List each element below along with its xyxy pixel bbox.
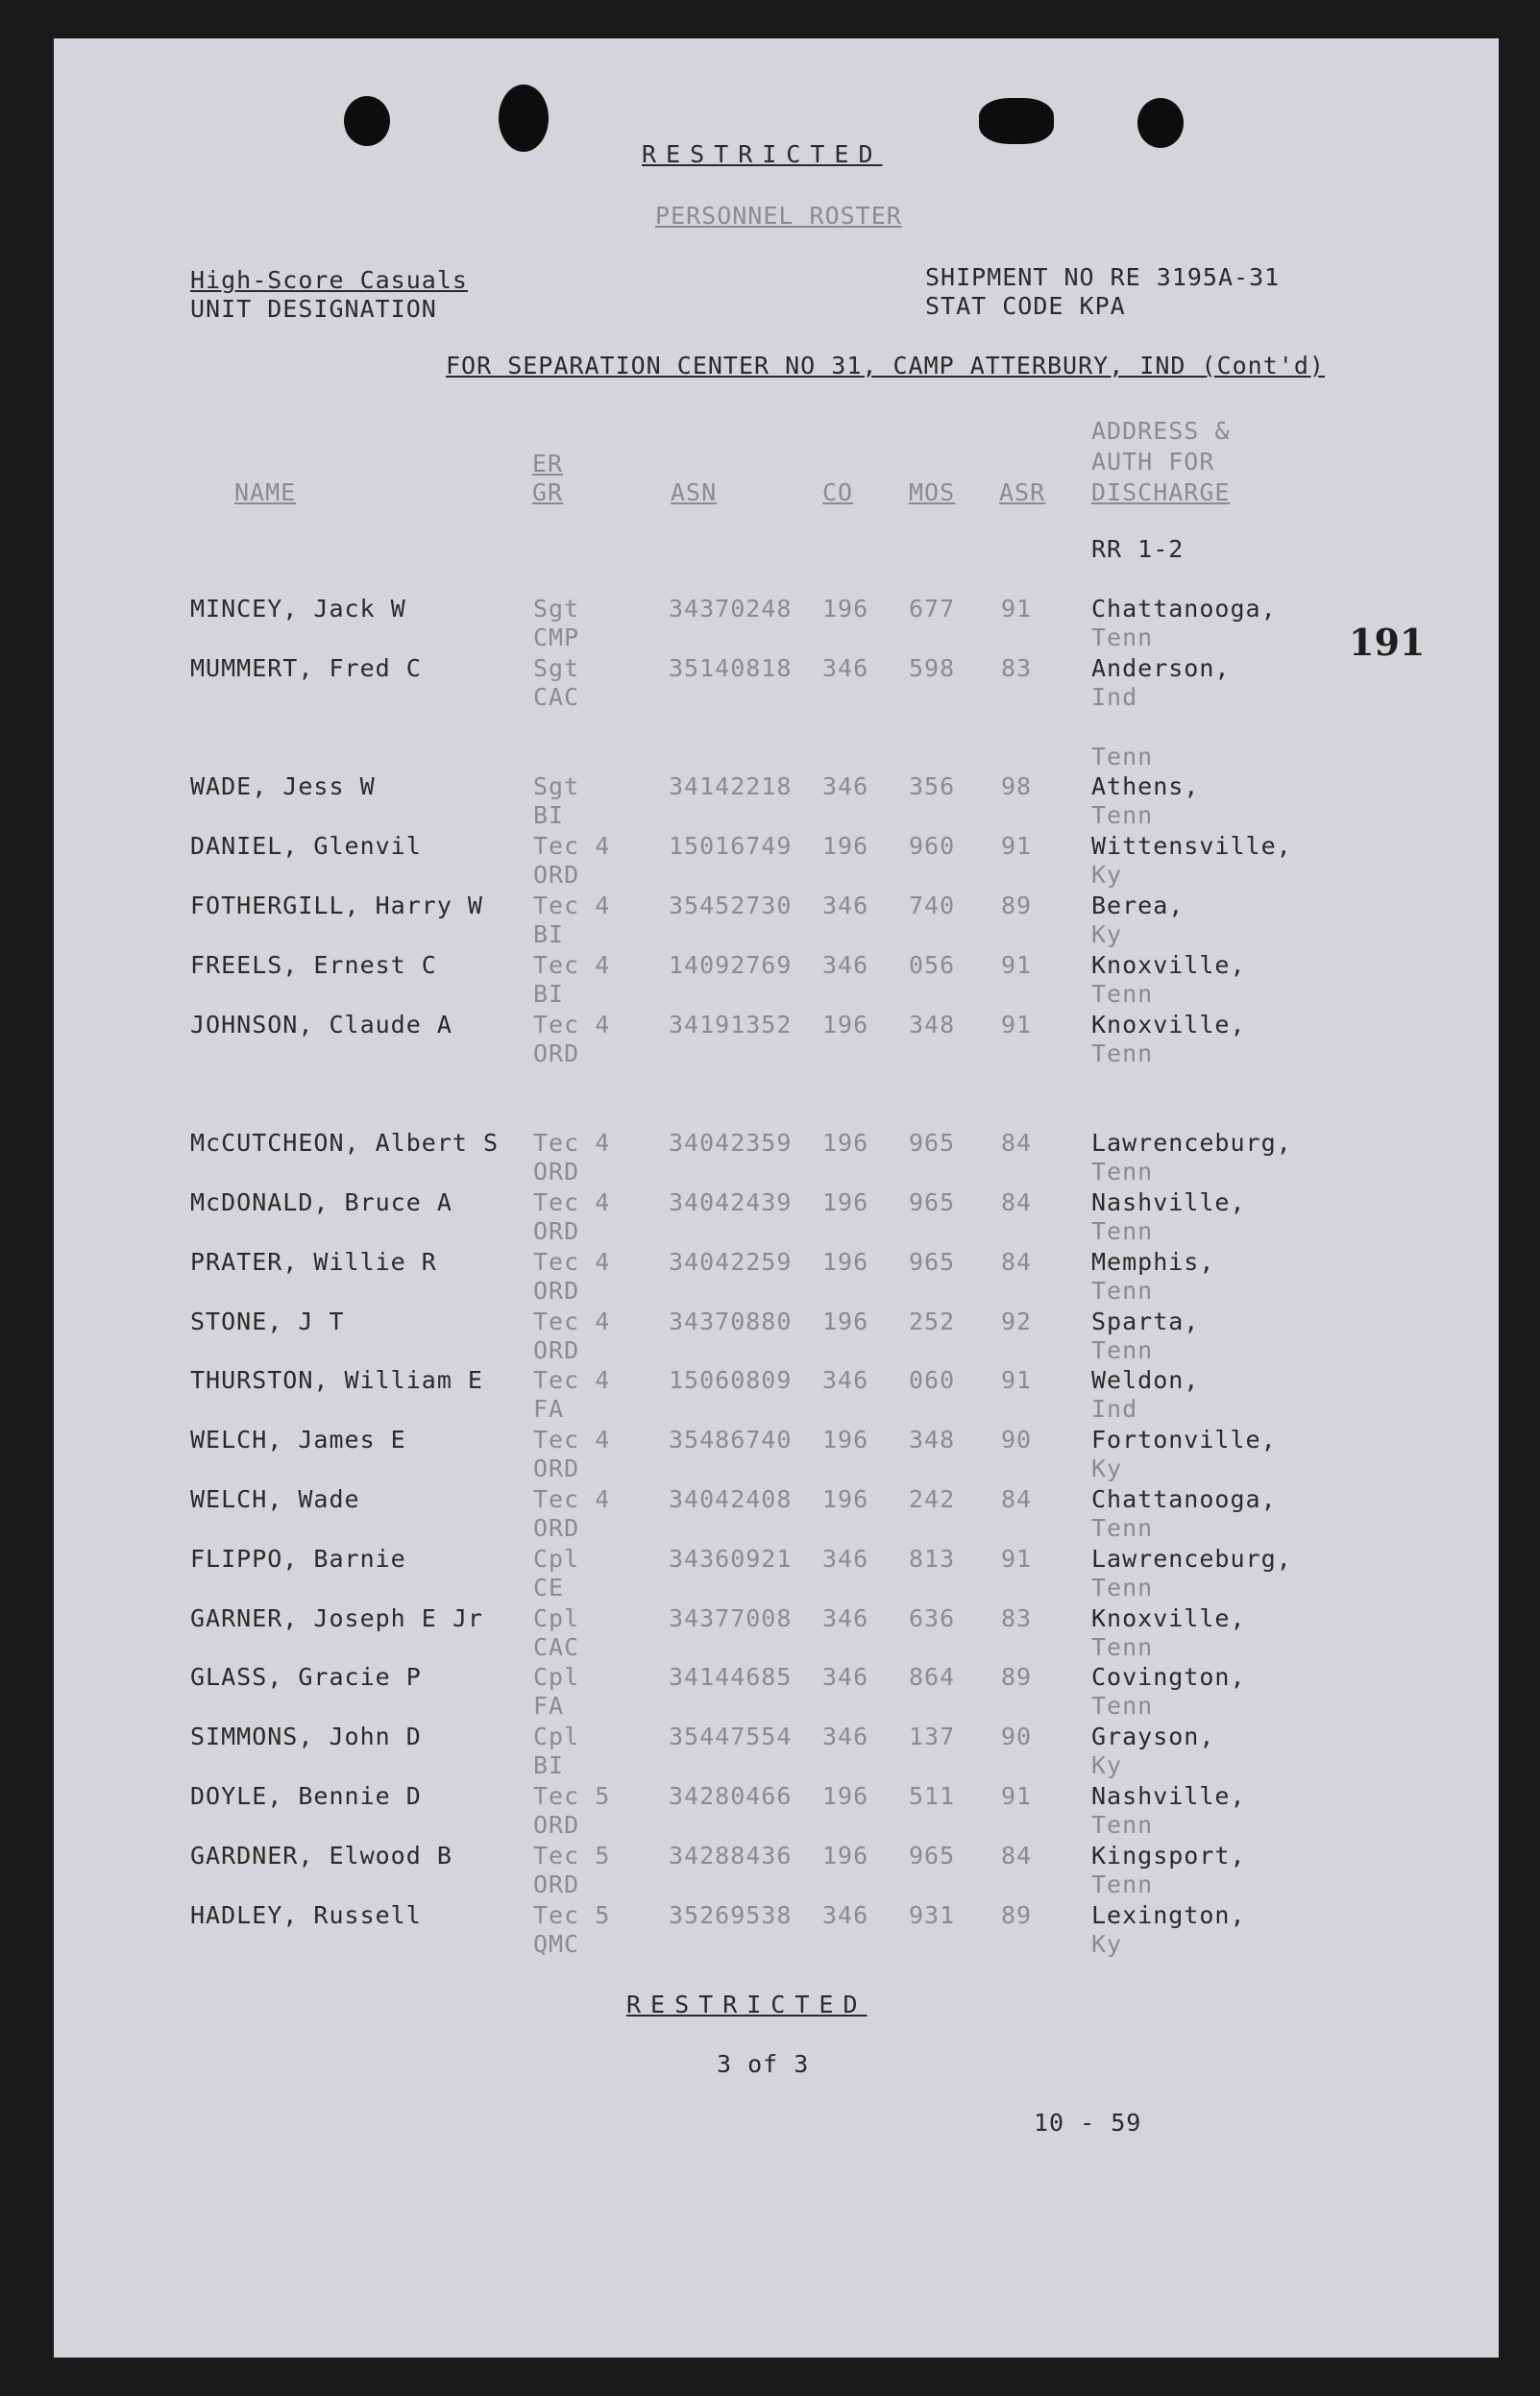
cell-city: Nashville,: [1091, 1188, 1246, 1216]
document-reference: 10 - 59: [1034, 2109, 1142, 2137]
cell-mos: 636: [909, 1604, 956, 1632]
cell-asr: 84: [1001, 1248, 1033, 1276]
cell-asr: 91: [1001, 832, 1033, 860]
cell-co: 346: [822, 1366, 869, 1394]
destination: [446, 352, 1325, 379]
cell-co: 346: [822, 1604, 869, 1632]
cell-name: SIMMONS, John D: [190, 1723, 422, 1750]
cell-city: Fortonville,: [1091, 1426, 1277, 1454]
cell-asr: 89: [1001, 892, 1033, 919]
cell-mos: 965: [909, 1129, 956, 1157]
cell-grade: Sgt: [533, 595, 580, 623]
cell-state: Tenn: [1091, 1574, 1154, 1601]
cell-asr: 89: [1001, 1663, 1033, 1691]
cell-name: FOTHERGILL, Harry W: [190, 892, 483, 919]
cell-state: Ky: [1091, 1930, 1123, 1958]
cell-branch: BI: [533, 920, 565, 948]
destination-text: FOR SEPARATION CENTER NO 31, CAMP ATTERBURY, IND: [446, 352, 1186, 379]
cell-branch: CAC: [533, 683, 580, 711]
cell-co: 196: [822, 595, 869, 623]
cell-grade: Tec 4: [533, 1485, 611, 1513]
cell-asn: 35447554: [669, 1723, 793, 1750]
cell-city: Knoxville,: [1091, 1011, 1246, 1039]
cell-grade: Tec 4: [533, 1188, 611, 1216]
cell-asr: 83: [1001, 654, 1033, 682]
col-header-address-1: ADDRESS &: [1091, 417, 1231, 445]
cell-state: Tenn: [1091, 1277, 1154, 1305]
punch-hole: [499, 85, 549, 152]
cell-name: HADLEY, Russell: [190, 1901, 422, 1929]
cell-co: 196: [822, 1782, 869, 1810]
cell-branch: ORD: [533, 1870, 580, 1898]
cell-grade: Cpl: [533, 1545, 580, 1573]
cell-branch: ORD: [533, 1217, 580, 1245]
cell-name: STONE, J T: [190, 1308, 345, 1335]
cell-state: Ind: [1091, 683, 1138, 711]
unit-label: UNIT DESIGNATION: [190, 295, 437, 323]
cell-asn: 35452730: [669, 892, 793, 919]
cell-state: Ky: [1091, 920, 1123, 948]
cell-state: Tenn: [1091, 743, 1154, 770]
cell-mos: 965: [909, 1188, 956, 1216]
cell-mos: 060: [909, 1366, 956, 1394]
cell-state: Tenn: [1091, 1039, 1154, 1067]
cell-name: MINCEY, Jack W: [190, 595, 406, 623]
cell-name: DOYLE, Bennie D: [190, 1782, 422, 1810]
cell-asn: 34042359: [669, 1129, 793, 1157]
cell-name: GARDNER, Elwood B: [190, 1842, 452, 1870]
cell-name: WADE, Jess W: [190, 772, 376, 800]
cell-asn: 34042439: [669, 1188, 793, 1216]
cell-mos: 242: [909, 1485, 956, 1513]
cell-name: THURSTON, William E: [190, 1366, 483, 1394]
cell-state: Tenn: [1091, 980, 1154, 1008]
cell-asr: 84: [1001, 1842, 1033, 1870]
col-header-address-3: DISCHARGE: [1091, 478, 1231, 506]
cell-asr: 90: [1001, 1426, 1033, 1454]
cell-mos: 348: [909, 1426, 956, 1454]
cell-mos: 740: [909, 892, 956, 919]
cell-city: Lexington,: [1091, 1901, 1246, 1929]
cell-name: WELCH, Wade: [190, 1485, 360, 1513]
cell-co: 346: [822, 951, 869, 979]
cell-co: 346: [822, 772, 869, 800]
cell-co: 196: [822, 1308, 869, 1335]
punch-hole: [344, 96, 390, 146]
cell-co: 196: [822, 1248, 869, 1276]
col-header-grade-2: GR: [532, 478, 564, 506]
cell-asr: 84: [1001, 1485, 1033, 1513]
cell-state: Tenn: [1091, 623, 1154, 651]
cell-co: 196: [822, 1129, 869, 1157]
cell-state: Tenn: [1091, 1158, 1154, 1186]
col-header-address-2: AUTH FOR: [1091, 448, 1215, 476]
cell-asn: 34042259: [669, 1248, 793, 1276]
cell-grade: Tec 5: [533, 1901, 611, 1929]
cell-state: Tenn: [1091, 1870, 1154, 1898]
cell-mos: 960: [909, 832, 956, 860]
cell-mos: 965: [909, 1842, 956, 1870]
cell-mos: 677: [909, 595, 956, 623]
col-header-grade-1: ER: [532, 450, 564, 477]
cell-city: Berea,: [1091, 892, 1185, 919]
cell-branch: ORD: [533, 1514, 580, 1542]
cell-asr: 91: [1001, 951, 1033, 979]
cell-grade: Tec 4: [533, 951, 611, 979]
cell-branch: CMP: [533, 623, 580, 651]
cell-asr: 90: [1001, 1723, 1033, 1750]
cell-mos: 056: [909, 951, 956, 979]
cell-branch: CE: [533, 1574, 565, 1601]
cell-state: Tenn: [1091, 1811, 1154, 1839]
cell-grade: Cpl: [533, 1723, 580, 1750]
cell-asr: 98: [1001, 772, 1033, 800]
cell-state: Ky: [1091, 1751, 1123, 1779]
cell-city: Chattanooga,: [1091, 1485, 1277, 1513]
cell-city: Knoxville,: [1091, 1604, 1246, 1632]
cell-grade: Sgt: [533, 772, 580, 800]
cell-name: JOHNSON, Claude A: [190, 1011, 452, 1039]
shipment-number: SHIPMENT NO RE 3195A-31: [925, 263, 1281, 291]
cell-co: 196: [822, 1426, 869, 1454]
cell-name: DANIEL, Glenvil: [190, 832, 422, 860]
cell-grade: Cpl: [533, 1604, 580, 1632]
cell-co: 346: [822, 1901, 869, 1929]
cell-grade: Tec 4: [533, 1308, 611, 1335]
cell-co: 346: [822, 1545, 869, 1573]
cell-asr: 91: [1001, 1782, 1033, 1810]
cell-state: Tenn: [1091, 1692, 1154, 1720]
cell-co: 346: [822, 1663, 869, 1691]
cell-asn: 34280466: [669, 1782, 793, 1810]
cell-asn: 34288436: [669, 1842, 793, 1870]
cell-grade: Sgt: [533, 654, 580, 682]
cell-co: 346: [822, 892, 869, 919]
cell-branch: QMC: [533, 1930, 580, 1958]
cell-name: McDONALD, Bruce A: [190, 1188, 452, 1216]
classification-header: RESTRICTED: [642, 140, 883, 168]
punch-hole: [979, 98, 1054, 144]
cell-asn: 34370248: [669, 595, 793, 623]
cell-asr: 91: [1001, 595, 1033, 623]
col-header-asr: ASR: [999, 478, 1046, 506]
cell-mos: 965: [909, 1248, 956, 1276]
cell-grade: Tec 4: [533, 1248, 611, 1276]
cell-asn: 34144685: [669, 1663, 793, 1691]
cell-co: 196: [822, 1011, 869, 1039]
cell-grade: Tec 4: [533, 1129, 611, 1157]
cell-city: Sparta,: [1091, 1308, 1200, 1335]
contd-label: (Cont'd): [1201, 352, 1325, 379]
cell-mos: 813: [909, 1545, 956, 1573]
cell-name: MUMMERT, Fred C: [190, 654, 422, 682]
roster-page: [54, 38, 1499, 2358]
cell-branch: BI: [533, 801, 565, 829]
cell-grade: Tec 4: [533, 892, 611, 919]
cell-asn: 15016749: [669, 832, 793, 860]
cell-name: McCUTCHEON, Albert S: [190, 1129, 500, 1157]
cell-co: 196: [822, 1188, 869, 1216]
cell-mos: 598: [909, 654, 956, 682]
cell-state: Tenn: [1091, 1633, 1154, 1661]
cell-branch: ORD: [533, 1039, 580, 1067]
cell-branch: ORD: [533, 1455, 580, 1482]
cell-asn: 34142218: [669, 772, 793, 800]
cell-co: 346: [822, 654, 869, 682]
cell-asr: 83: [1001, 1604, 1033, 1632]
cell-asn: 34042408: [669, 1485, 793, 1513]
cell-branch: ORD: [533, 1277, 580, 1305]
page-stamp: 191: [1349, 621, 1426, 664]
cell-grade: Tec 4: [533, 1366, 611, 1394]
cell-asr: 92: [1001, 1308, 1033, 1335]
cell-name: GLASS, Gracie P: [190, 1663, 422, 1691]
cell-branch: BI: [533, 1751, 565, 1779]
cell-city: Lawrenceburg,: [1091, 1129, 1292, 1157]
col-header-mos: MOS: [909, 478, 956, 506]
col-header-co: CO: [822, 478, 854, 506]
cell-name: FREELS, Ernest C: [190, 951, 437, 979]
auth-note: RR 1-2: [1091, 535, 1185, 563]
cell-asn: 35269538: [669, 1901, 793, 1929]
cell-asr: 91: [1001, 1366, 1033, 1394]
cell-asr: 84: [1001, 1188, 1033, 1216]
cell-mos: 137: [909, 1723, 956, 1750]
cell-state: Tenn: [1091, 1336, 1154, 1364]
cell-mos: 511: [909, 1782, 956, 1810]
cell-grade: Tec 5: [533, 1842, 611, 1870]
cell-branch: BI: [533, 980, 565, 1008]
stat-code: STAT CODE KPA: [925, 292, 1126, 320]
cell-asr: 84: [1001, 1129, 1033, 1157]
cell-name: PRATER, Willie R: [190, 1248, 437, 1276]
cell-state: Tenn: [1091, 1217, 1154, 1245]
cell-city: Grayson,: [1091, 1723, 1215, 1750]
cell-city: Chattanooga,: [1091, 595, 1277, 623]
cell-state: Tenn: [1091, 801, 1154, 829]
cell-grade: Cpl: [533, 1663, 580, 1691]
cell-city: Athens,: [1091, 772, 1200, 800]
cell-mos: 864: [909, 1663, 956, 1691]
cell-co: 196: [822, 832, 869, 860]
cell-name: GARNER, Joseph E Jr: [190, 1604, 483, 1632]
cell-branch: CAC: [533, 1633, 580, 1661]
cell-city: Weldon,: [1091, 1366, 1200, 1394]
cell-asn: 15060809: [669, 1366, 793, 1394]
col-header-name: NAME: [234, 478, 297, 506]
cell-mos: 252: [909, 1308, 956, 1335]
cell-asn: 34377008: [669, 1604, 793, 1632]
cell-grade: Tec 4: [533, 832, 611, 860]
form-title: PERSONNEL ROSTER: [655, 202, 902, 230]
cell-city: Covington,: [1091, 1663, 1246, 1691]
cell-asr: 91: [1001, 1011, 1033, 1039]
cell-asn: 14092769: [669, 951, 793, 979]
cell-name: FLIPPO, Barnie: [190, 1545, 406, 1573]
cell-asn: 34370880: [669, 1308, 793, 1335]
cell-mos: 356: [909, 772, 956, 800]
cell-city: Memphis,: [1091, 1248, 1215, 1276]
cell-mos: 348: [909, 1011, 956, 1039]
cell-city: Anderson,: [1091, 654, 1231, 682]
col-header-asn: ASN: [671, 478, 718, 506]
cell-branch: ORD: [533, 861, 580, 889]
cell-asn: 34360921: [669, 1545, 793, 1573]
cell-grade: Tec 5: [533, 1782, 611, 1810]
cell-state: Ky: [1091, 861, 1123, 889]
cell-city: Kingsport,: [1091, 1842, 1246, 1870]
cell-branch: ORD: [533, 1158, 580, 1186]
cell-name: WELCH, James E: [190, 1426, 406, 1454]
cell-branch: FA: [533, 1692, 565, 1720]
cell-city: Knoxville,: [1091, 951, 1246, 979]
cell-asn: 34191352: [669, 1011, 793, 1039]
cell-state: Tenn: [1091, 1514, 1154, 1542]
cell-branch: ORD: [533, 1336, 580, 1364]
cell-state: Ky: [1091, 1455, 1123, 1482]
cell-asr: 89: [1001, 1901, 1033, 1929]
cell-asn: 35486740: [669, 1426, 793, 1454]
page-count: 3 of 3: [717, 2050, 810, 2078]
cell-mos: 931: [909, 1901, 956, 1929]
cell-city: Nashville,: [1091, 1782, 1246, 1810]
cell-asr: 91: [1001, 1545, 1033, 1573]
cell-branch: ORD: [533, 1811, 580, 1839]
cell-branch: FA: [533, 1395, 565, 1423]
cell-grade: Tec 4: [533, 1426, 611, 1454]
cell-co: 196: [822, 1842, 869, 1870]
cell-asn: 35140818: [669, 654, 793, 682]
unit-name: High-Score Casuals: [190, 266, 468, 294]
cell-city: Wittensville,: [1091, 832, 1292, 860]
classification-footer: RESTRICTED: [626, 1991, 868, 2018]
cell-co: 346: [822, 1723, 869, 1750]
cell-city: Lawrenceburg,: [1091, 1545, 1292, 1573]
cell-state: Ind: [1091, 1395, 1138, 1423]
cell-grade: Tec 4: [533, 1011, 611, 1039]
punch-hole: [1137, 98, 1184, 148]
cell-co: 196: [822, 1485, 869, 1513]
